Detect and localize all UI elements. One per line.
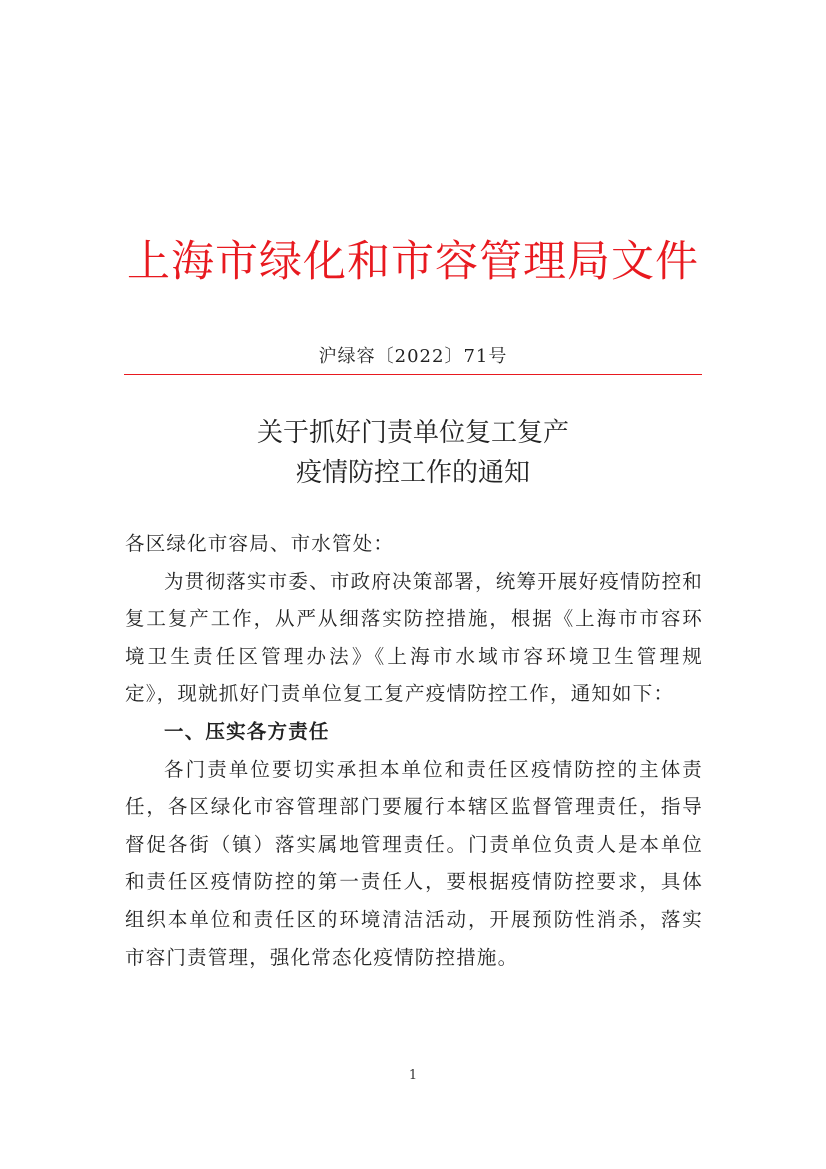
salutation: 各区绿化市容局、市水管处：: [125, 532, 395, 555]
document-title: [0, 413, 826, 493]
intro-paragraph: 为贯彻落实市委、市政府决策部署，统筹开展好疫情防控和复工复产工作，从严从细落实防控措施，根据《上海市市容环境卫生责任区管理办法》《上海市水域市容环境卫生管理规定》，现就抓好门责单位复工复产疫情防控工作，通知如下：: [125, 569, 703, 706]
section-heading-1: 一、压实各方责任: [164, 719, 330, 743]
document-body: [125, 525, 703, 976]
section-1-paragraph: 各门责单位要切实承担本单位和责任区疫情防控的主体责任，各区绿化市容管理部门要履行本辖区监督管理责任，指导督促各街（镇）落实属地管理责任。门责单位负责人是本单位和责任区疫情防控的第一责任人，要根据疫情防控要求，具体组织本单位和责任区的环境清洁活动，开展预防性消杀，落实市容门责管理，强化常态化疫情防控措施。: [125, 757, 703, 969]
red-divider-line: [124, 374, 702, 375]
page-number: 1: [408, 1068, 418, 1083]
document-number: 沪绿容〔2022〕71号: [318, 346, 508, 367]
issuing-authority-header: 上海市绿化和市容管理局文件: [127, 237, 699, 287]
document-title-line-2: 疫情防控工作的通知: [295, 458, 530, 488]
document-title-line-1: 关于抓好门责单位复工复产: [256, 418, 569, 448]
